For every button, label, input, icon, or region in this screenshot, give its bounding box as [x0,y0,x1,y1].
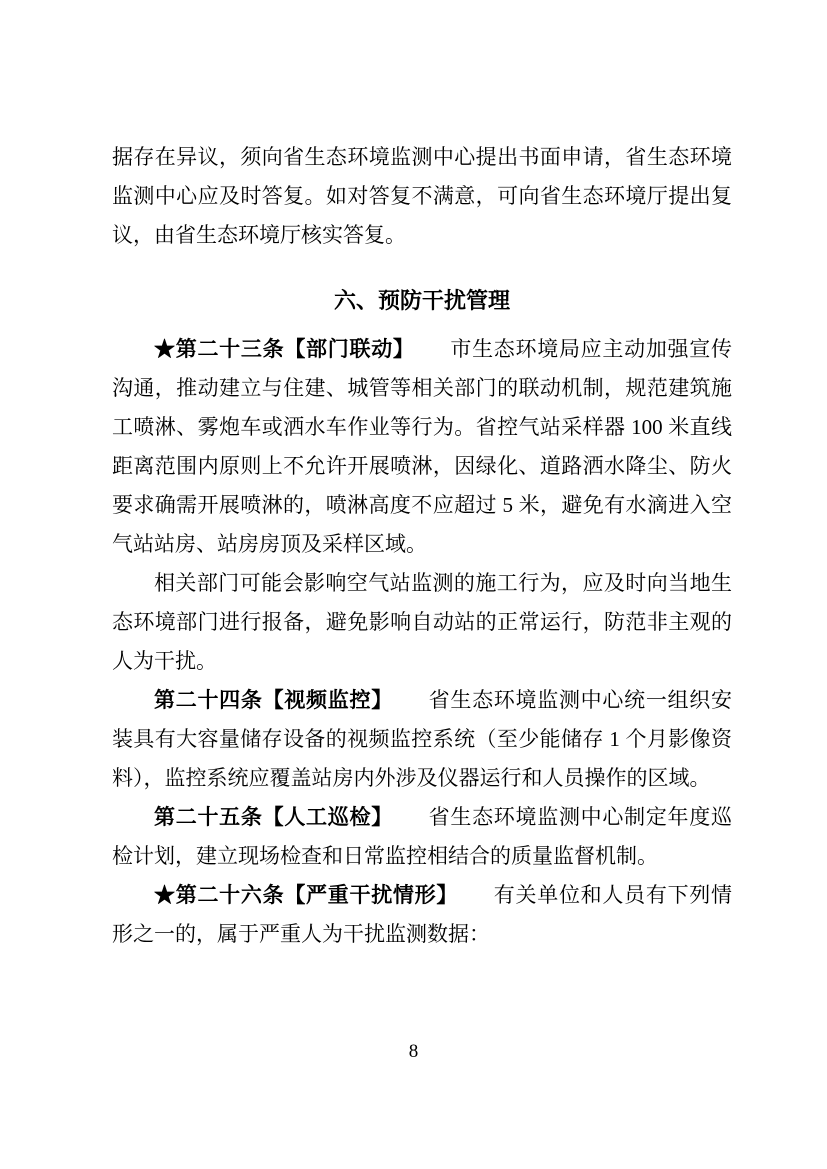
article-25-title: 第二十五条【人工巡检】 [154,805,393,829]
article-paragraph-25 [112,798,732,876]
article-23-sub-paragraph [112,564,732,681]
article-paragraph-26 [112,876,732,954]
page-number: 8 [408,1041,419,1062]
article-24-text: 省生态环境监测中心统一组织安装具有大容量储存设备的视频监控系统（至少能储存 1 个月影像资料），监控系统应覆盖站房内外涉及仪器运行和人员操作的区域。 [112,688,733,790]
article-23-title: ★第二十三条【部门联动】 [154,337,415,361]
article-23-sub-text: 相关部门可能会影响空气站监测的施工行为，应及时向当地生态环境部门进行报备，避免影响自动站的正常运行，防范非主观的人为干扰。 [112,571,732,673]
section-heading: 六、预防干扰管理 [333,288,510,313]
article-paragraph-23 [112,330,732,564]
article-23-text: 市生态环境局应主动加强宣传沟通，推动建立与住建、城管等相关部门的联动机制，规范建筑施工喷淋、雾炮车或洒水车作业等行为。省控气站采样器 100 米直线距离范围内原则上不允许开展喷淋，因绿化、道路洒水降尘、防火要求确需开展喷淋的，喷淋高度不应超过 5 米，避免有水滴进入空气站站房、站房房顶及采样区域。 [112,337,732,556]
article-25-text: 省生态环境监测中心制定年度巡检计划，建立现场检查和日常监控相结合的质量监督机制。 [112,805,733,868]
text-body [112,138,732,954]
article-paragraph-24 [112,681,732,798]
article-26-title: ★第二十六条【严重干扰情形】 [154,883,459,907]
article-24-title: 第二十四条【视频监控】 [154,688,393,712]
continuation-paragraph: 据存在异议，须向省生态环境监测中心提出书面申请，省生态环境监测中心应及时答复。如对答复不满意，可向省生态环境厅提出复议，由省生态环境厅核实答复。 [112,145,732,247]
article-26-text: 有关单位和人员有下列情形之一的，属于严重人为干扰监测数据： [112,883,733,946]
